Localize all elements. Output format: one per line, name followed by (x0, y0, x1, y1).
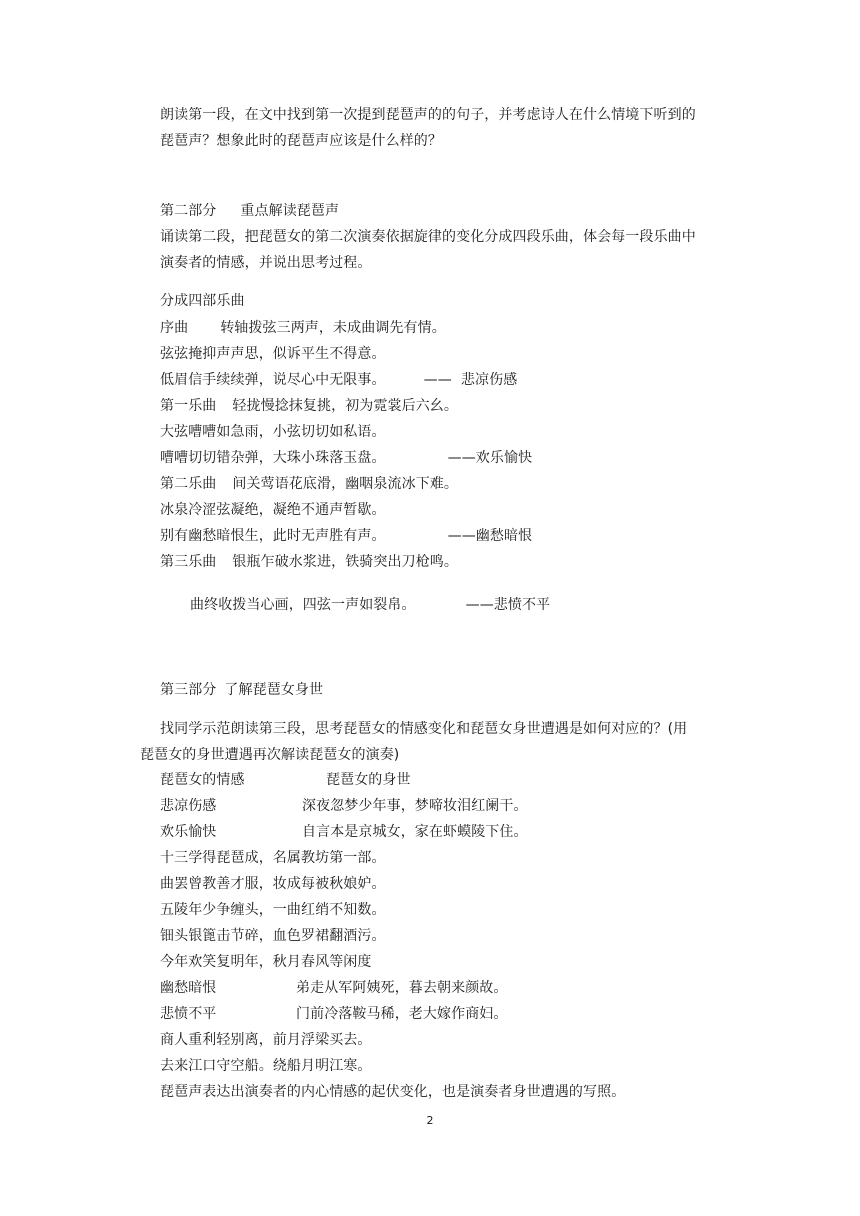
row-text: 深夜忽梦少年事，梦啼妆泪红阑干。 (302, 798, 528, 814)
section1-paragraph-line1: 朗读第一段，在文中找到第一次提到琵琶声的的句子，并考虑诗人在什么情境下听到的 (160, 107, 696, 123)
section2-heading (160, 201, 339, 221)
verse-text: 轻拢慢捻抹复挑，初为霓裳后六幺。 (232, 398, 459, 414)
section3-paragraph-line1: 找同学示范朗读第三段，思考琵琶女的情感变化和琵琶女身世遭遇是如何对应的？(用 (160, 721, 688, 737)
movement-label: 第三乐曲 (160, 554, 217, 570)
row-text: 今年欢笑复明年，秋月春风等闲度 (160, 954, 372, 970)
verse-text: 曲终收拨当心画，四弦一声如裂帛。 (190, 597, 416, 613)
verse-line (160, 370, 517, 390)
row-text: 门前冷落鞍马稀，老大嫁作商妇。 (296, 1006, 508, 1022)
row-text: 钿头银篦击节碎，血色罗裙翻酒污。 (160, 928, 386, 944)
page-number: 2 (426, 1114, 434, 1127)
row-text: 十三学得琵琶成，名属教坊第一部。 (160, 850, 386, 866)
row-emotion: 悲凉伤感 (160, 798, 217, 814)
section2-heading-part: 第二部分 (160, 203, 217, 219)
section2-paragraph-line1: 诵读第二段，把琵琶女的第二次演奏依据旋律的变化分成四段乐曲，体会每一段乐曲中 (160, 229, 696, 245)
verse-line-final (190, 595, 550, 615)
emotion-label: ——幽愁暗恨 (447, 528, 533, 544)
section2-heading-title: 重点解读琵琶声 (240, 203, 340, 219)
verse-line (160, 474, 458, 494)
verse-line (160, 396, 458, 416)
row-emotion: 欢乐愉快 (160, 824, 217, 840)
verse-line: 大弦嘈嘈如急雨，小弦切切如私语。 (160, 424, 386, 440)
verse-text: 间关莺语花底滑，幽咽泉流冰下难。 (232, 476, 459, 492)
emotion-label: —— 悲凉伤感 (423, 372, 518, 388)
row-emotion: 悲愤不平 (160, 1006, 217, 1022)
row-text: 曲罢曾教善才服，妆成每被秋娘妒。 (160, 876, 386, 892)
verse-line (160, 526, 532, 546)
section3-heading-title: 了解琵琶女身世 (224, 682, 324, 698)
section3-paragraph-line2: 琵琶女的身世遭遇再次解读琵琶女的演奏) (140, 747, 400, 763)
verse-line (160, 552, 458, 572)
verse-line: 弦弦掩抑声声思，似诉平生不得意。 (160, 346, 386, 362)
emotion-label: ——悲愤不平 (465, 597, 551, 613)
section3-heading (160, 680, 323, 700)
row-text: 五陵年少争缠头，一曲红绡不知数。 (160, 902, 386, 918)
emotion-label: ——欢乐愉快 (447, 450, 533, 466)
verse-text: 银瓶乍破水浆进，铁骑突出刀枪鸣。 (232, 554, 459, 570)
row-emotion: 幽愁暗恨 (160, 980, 217, 996)
verse-line (160, 318, 446, 338)
column-header-emotion: 琵琶女的情感 (160, 772, 245, 788)
movement-label: 第一乐曲 (160, 398, 217, 414)
movement-label: 第二乐曲 (160, 476, 217, 492)
verse-line (160, 448, 532, 468)
row-text: 去来江口守空船。绕船月明江寒。 (160, 1058, 372, 1074)
movement-label: 序曲 (160, 320, 189, 336)
row-text: 自言本是京城女，家在虾蟆陵下住。 (302, 824, 528, 840)
section2-subheading: 分成四部乐曲 (160, 293, 245, 309)
verse-text: 嘈嘈切切错杂弹，大珠小珠落玉盘。 (160, 450, 386, 466)
verse-text: 别有幽愁暗恨生，此时无声胜有声。 (160, 528, 386, 544)
verse-text: 低眉信手续续弹，说尽心中无限事。 (160, 372, 386, 388)
conclusion-text: 琵琶声表达出演奏者的内心情感的起伏变化，也是演奏者身世遭遇的写照。 (160, 1084, 626, 1100)
verse-line: 冰泉冷涩弦凝绝，凝绝不通声暂歇。 (160, 502, 386, 518)
section3-heading-part: 第三部分 (160, 682, 217, 698)
verse-text: 转轴拨弦三两声，未成曲调先有情。 (220, 320, 446, 336)
row-text: 弟走从军阿姨死，暮去朝来颜故。 (296, 980, 508, 996)
section2-paragraph-line2: 演奏者的情感，并说出思考过程。 (160, 255, 372, 271)
section1-paragraph-line2: 琵琶声？想象此时的琵琶声应该是什么样的？ (160, 133, 442, 149)
row-text: 商人重利轻别离，前月浮梁买去。 (160, 1032, 372, 1048)
column-header-life: 琵琶女的身世 (326, 772, 411, 788)
